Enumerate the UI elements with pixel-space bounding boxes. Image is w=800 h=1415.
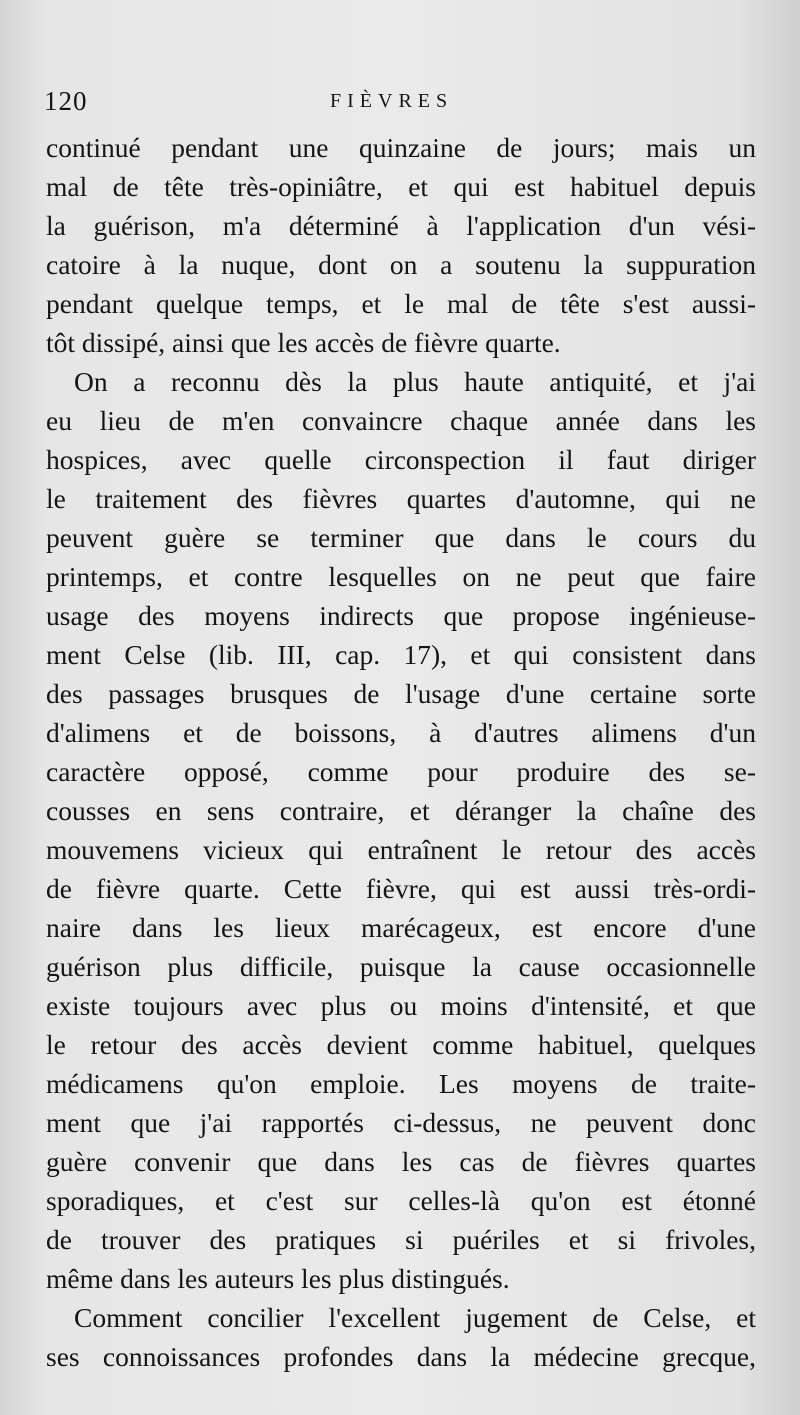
text-line: hospices, avec quelle circonspection il faut diriger bbox=[46, 444, 756, 475]
text-line: cousses en sens contraire, et déranger la chaîne des bbox=[46, 795, 756, 826]
text-line: catoire à la nuque, dont on a soutenu la suppuration bbox=[46, 249, 756, 280]
text-line: des passages brusques de l'usage d'une certaine sorte bbox=[46, 678, 756, 709]
text-line: tôt dissipé, ainsi que les accès de fièvre quarte. bbox=[46, 327, 561, 358]
text-line: la guérison, m'a déterminé à l'application d'un vési- bbox=[46, 210, 756, 241]
text-line: Comment concilier l'excellent jugement de Celse, et bbox=[74, 1302, 756, 1333]
text-line: printemps, et contre lesquelles on ne peut que faire bbox=[46, 561, 756, 592]
text-line: sporadiques, et c'est sur celles-là qu'on est étonné bbox=[46, 1185, 756, 1216]
text-line: existe toujours avec plus ou moins d'intensité, et que bbox=[46, 990, 756, 1021]
text-line: mouvemens vicieux qui entraînent le retour des accès bbox=[46, 834, 756, 865]
text-line: ment Celse (lib. III, cap. 17), et qui consistent dans bbox=[46, 639, 756, 670]
text-line: usage des moyens indirects que propose ingénieuse- bbox=[46, 600, 756, 631]
page-header bbox=[44, 86, 750, 122]
text-line: pendant quelque temps, et le mal de tête s'est aussi- bbox=[46, 288, 756, 319]
text-line: médicamens qu'on emploie. Les moyens de traite- bbox=[46, 1068, 756, 1099]
text-line: guérison plus difficile, puisque la cause occasionnelle bbox=[46, 951, 756, 982]
text-line: naire dans les lieux marécageux, est encore d'une bbox=[46, 912, 756, 943]
text-line: le retour des accès devient comme habituel, quelques bbox=[46, 1029, 756, 1060]
page-number: 120 bbox=[44, 86, 88, 116]
body-text bbox=[46, 128, 756, 1376]
text-line: mal de tête très-opiniâtre, et qui est habituel depuis bbox=[46, 171, 756, 202]
text-line: de fièvre quarte. Cette fièvre, qui est aussi très-ordi- bbox=[46, 873, 756, 904]
text-line: On a reconnu dès la plus haute antiquité, et j'ai bbox=[74, 366, 756, 397]
text-line: ses connoissances profondes dans la médecine grecque, bbox=[46, 1341, 756, 1372]
running-head: FIÈVRES bbox=[330, 90, 454, 112]
text-line: guère convenir que dans les cas de fièvres quartes bbox=[46, 1146, 756, 1177]
text-line: peuvent guère se terminer que dans le cours du bbox=[46, 522, 756, 553]
text-line: caractère opposé, comme pour produire des se- bbox=[46, 756, 756, 787]
text-line: ment que j'ai rapportés ci-dessus, ne peuvent donc bbox=[46, 1107, 756, 1138]
text-line: eu lieu de m'en convaincre chaque année dans les bbox=[46, 405, 756, 436]
text-line: le traitement des fièvres quartes d'automne, qui ne bbox=[46, 483, 756, 514]
text-line: continué pendant une quinzaine de jours; mais un bbox=[46, 132, 756, 163]
text-line: d'alimens et de boissons, à d'autres alimens d'un bbox=[46, 717, 756, 748]
text-line: même dans les auteurs les plus distingués. bbox=[46, 1263, 510, 1294]
text-line: de trouver des pratiques si puériles et si frivoles, bbox=[46, 1224, 756, 1255]
